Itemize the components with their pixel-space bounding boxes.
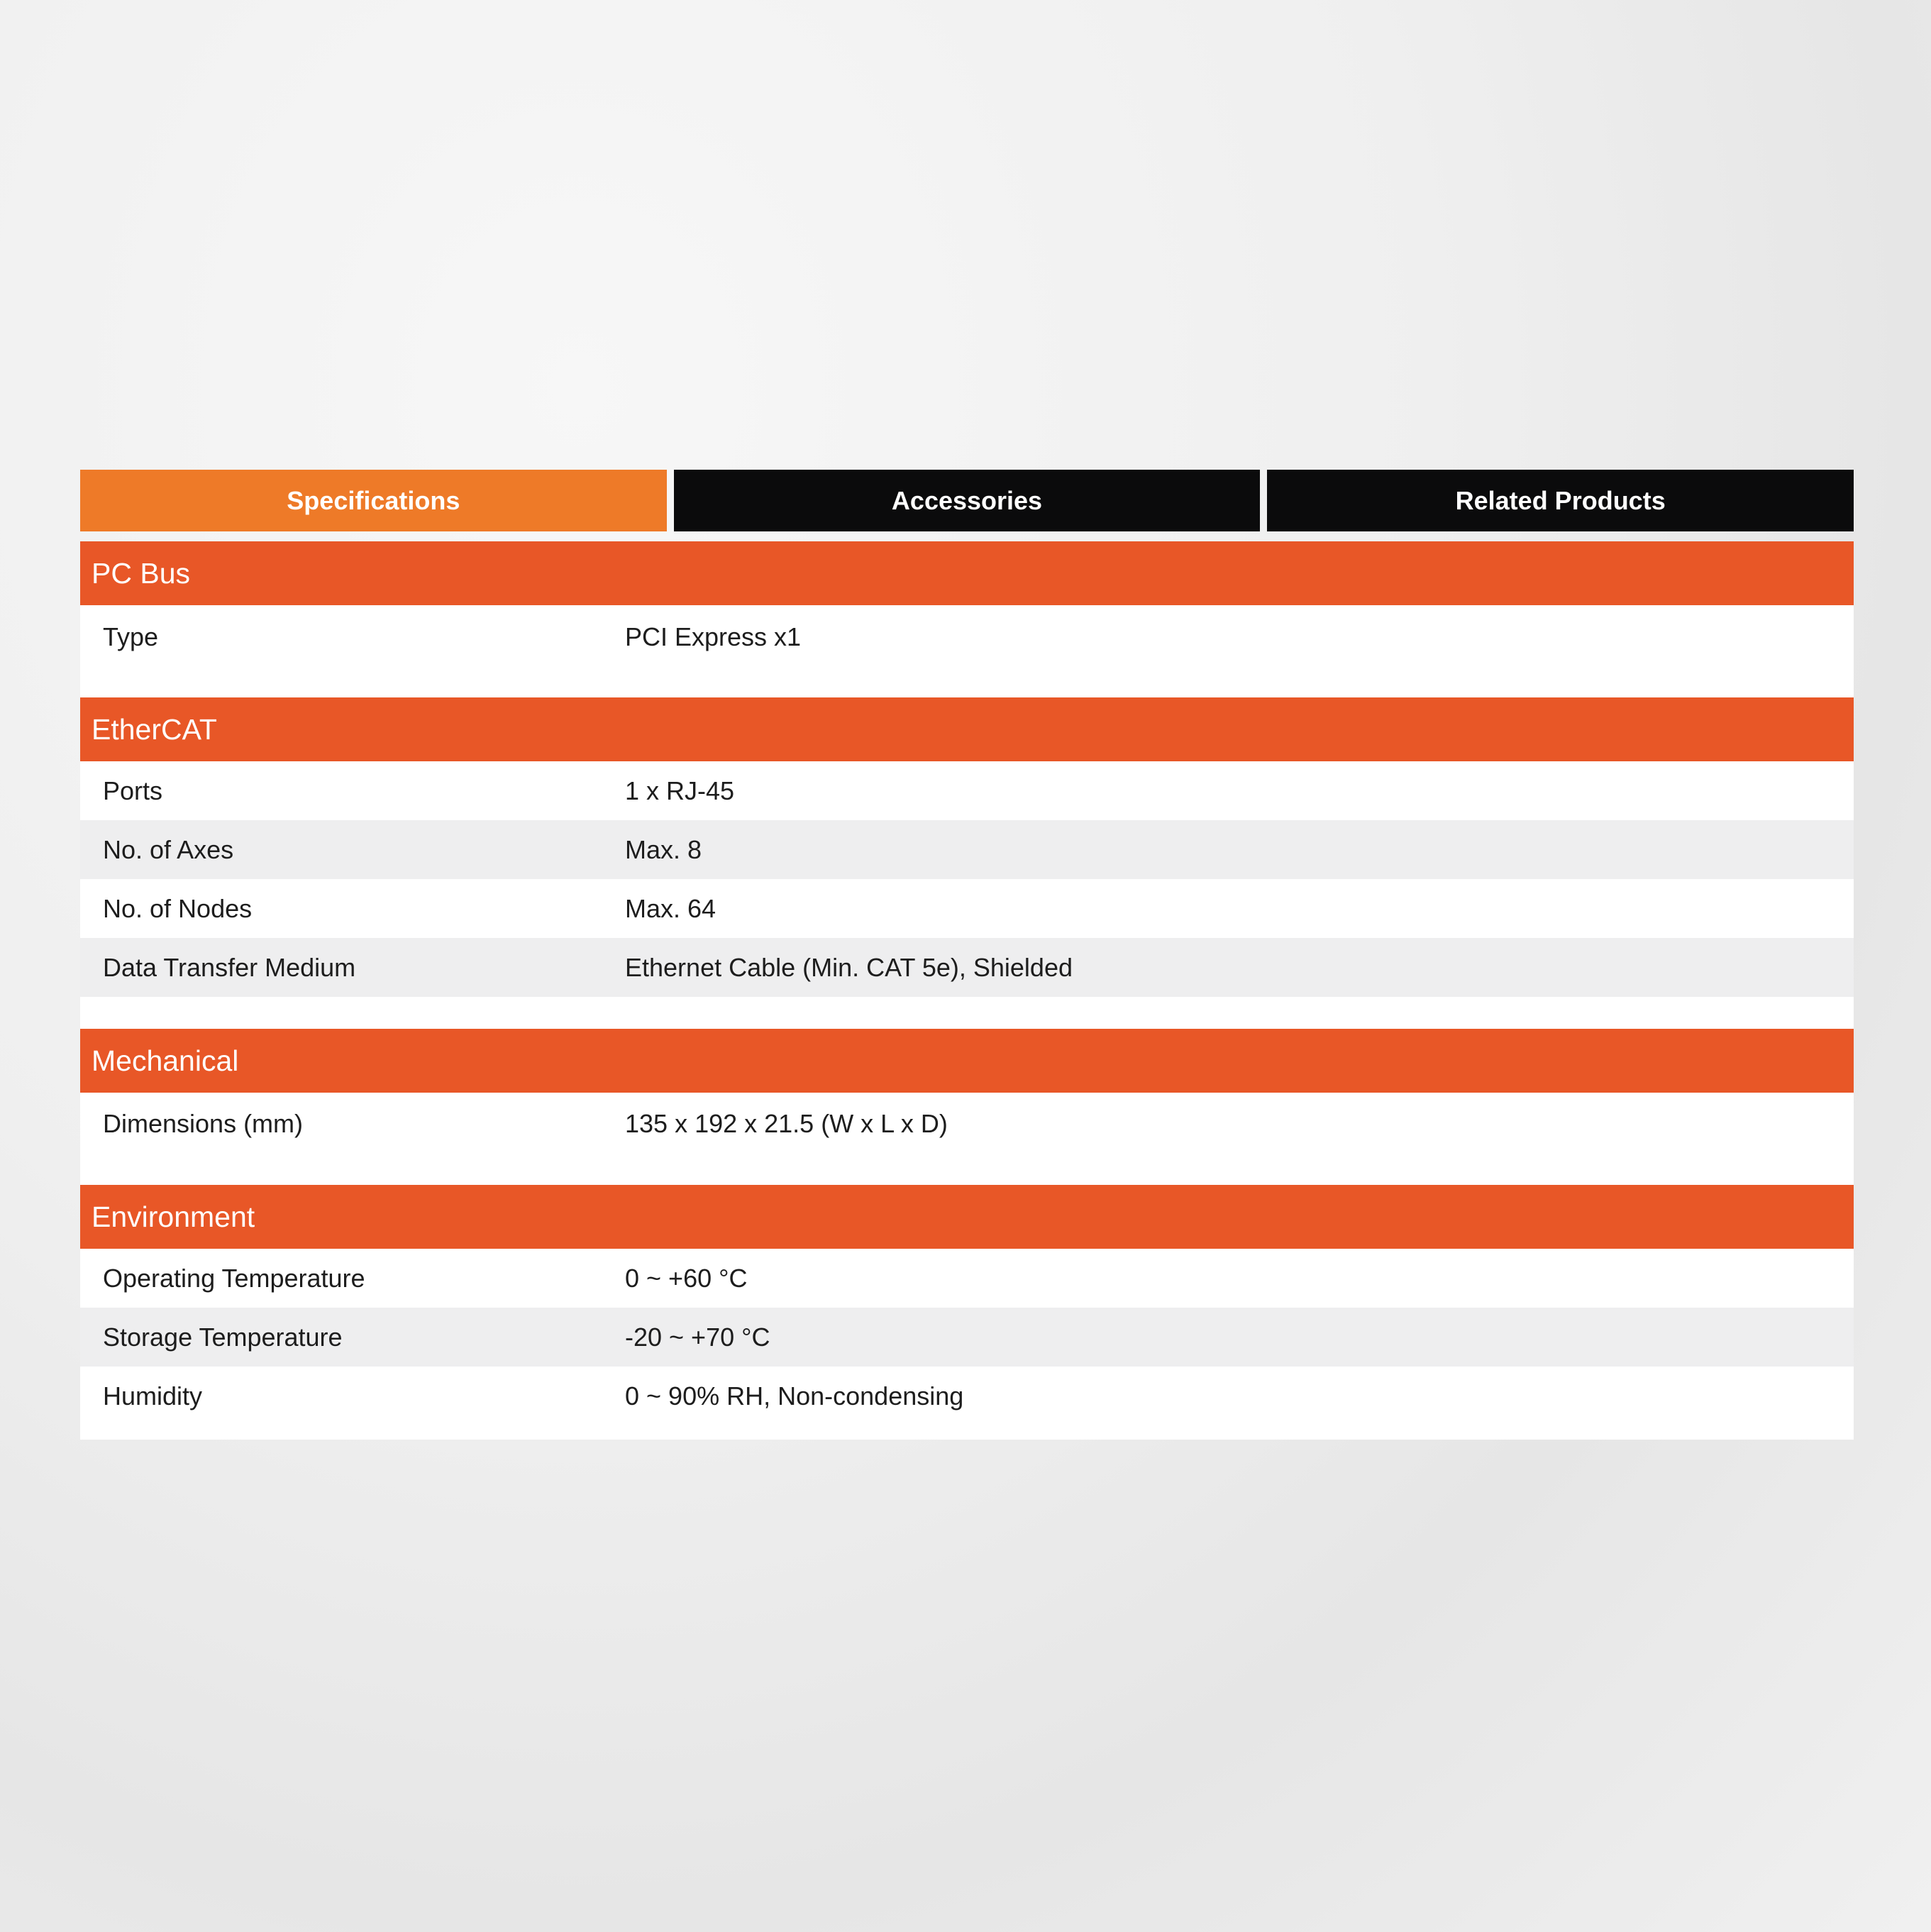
section-rows <box>80 1249 1854 1440</box>
spec-value: Max. 8 <box>625 834 702 864</box>
spec-value: Ethernet Cable (Min. CAT 5e), Shielded <box>625 952 1073 982</box>
spec-label: Type <box>103 622 159 651</box>
spec-value: -20 ~ +70 °C <box>625 1322 770 1352</box>
spec-row <box>80 879 1854 938</box>
spec-label: Humidity <box>103 1381 203 1411</box>
section-rows <box>80 605 1854 697</box>
spec-label: Data Transfer Medium <box>103 952 356 982</box>
spec-value: 1 x RJ-45 <box>625 775 735 805</box>
tab-accessories[interactable]: Accessories <box>674 470 1261 531</box>
section-mechanical <box>80 1029 1854 1185</box>
section-header: EtherCAT <box>80 697 1854 761</box>
spec-value: PCI Express x1 <box>625 622 802 651</box>
spec-row <box>80 1308 1854 1367</box>
spec-row <box>80 1367 1854 1425</box>
spec-label: Ports <box>103 775 163 805</box>
section-rows <box>80 1093 1854 1185</box>
spec-row <box>80 605 1854 669</box>
tab-bar <box>80 470 1854 531</box>
spec-row <box>80 820 1854 879</box>
spec-label: Operating Temperature <box>103 1263 365 1293</box>
section-rows <box>80 761 1854 1029</box>
spec-label: No. of Axes <box>103 834 234 864</box>
section-header: Mechanical <box>80 1029 1854 1093</box>
section-environment <box>80 1185 1854 1440</box>
spec-value: Max. 64 <box>625 893 716 923</box>
section-header: PC Bus <box>80 541 1854 605</box>
spec-panel <box>80 470 1854 1440</box>
spec-row <box>80 938 1854 997</box>
spec-label: No. of Nodes <box>103 893 253 923</box>
spec-value: 0 ~ 90% RH, Non-condensing <box>625 1381 964 1411</box>
spec-value: 135 x 192 x 21.5 (W x L x D) <box>625 1109 948 1138</box>
spec-value: 0 ~ +60 °C <box>625 1263 748 1293</box>
section-header: Environment <box>80 1185 1854 1249</box>
tab-specifications[interactable]: Specifications <box>80 470 667 531</box>
spec-sections <box>80 541 1854 1440</box>
spec-label: Dimensions (mm) <box>103 1109 304 1138</box>
spec-row <box>80 1249 1854 1308</box>
tab-related-products[interactable]: Related Products <box>1267 470 1854 531</box>
section-pc-bus <box>80 541 1854 697</box>
spec-row <box>80 761 1854 820</box>
spec-label: Storage Temperature <box>103 1322 343 1352</box>
section-ethercat <box>80 697 1854 1029</box>
spec-row <box>80 1093 1854 1155</box>
